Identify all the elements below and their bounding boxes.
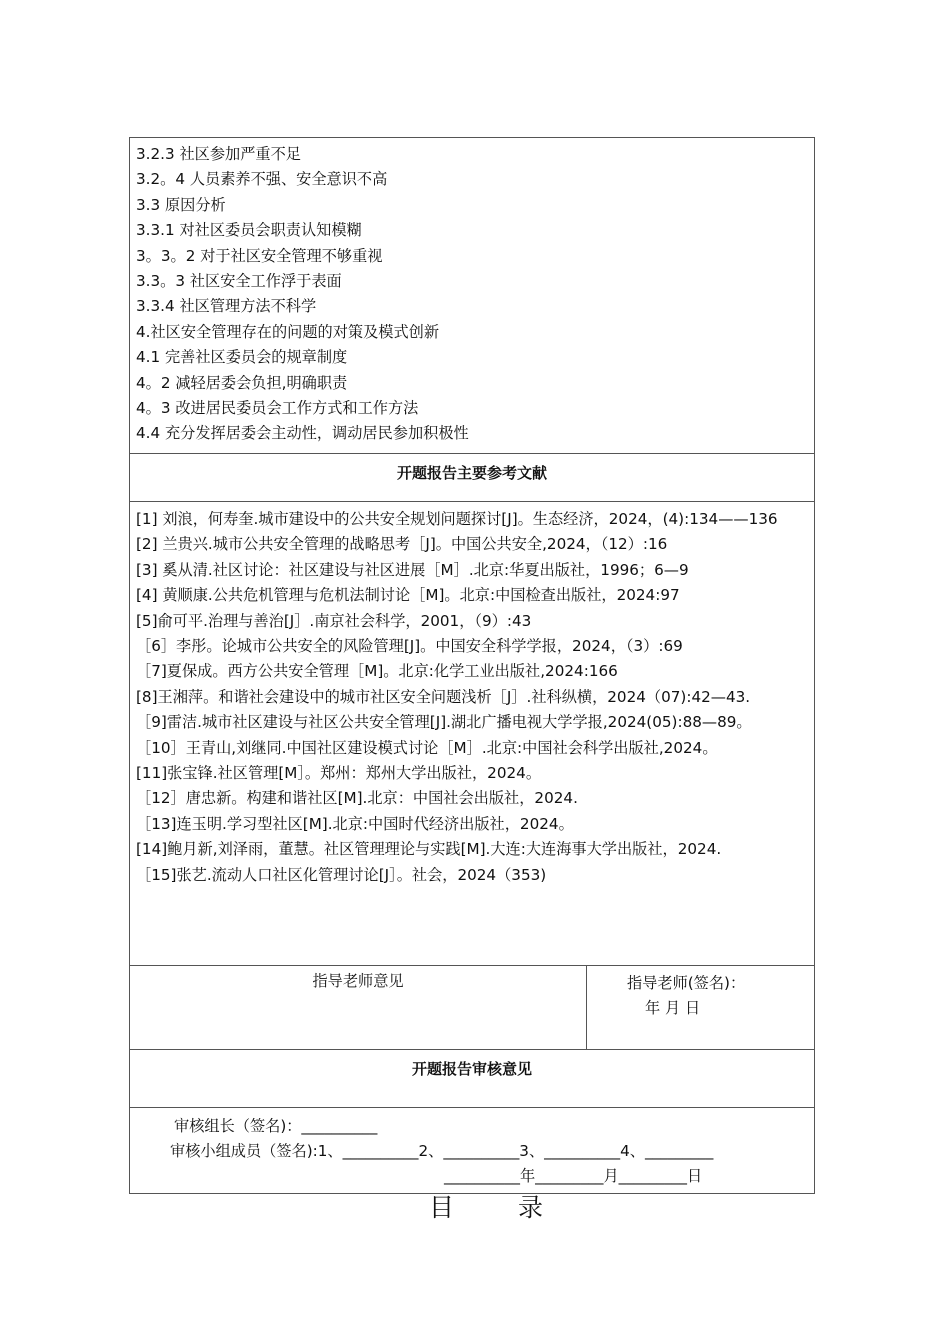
reference-item: [1] 刘浪，何寿奎.城市建设中的公共安全规划问题探讨[J]。生态经济，2024，(4):134——136 [136,510,778,528]
reference-item: ［7]夏保成。西方公共安全管理［M]。北京:化学工业出版社,2024:166 [136,662,618,681]
table-divider [130,501,814,502]
toc-title: 目 录 [429,1193,571,1222]
reference-item: [2] 兰贵兴.城市公共安全管理的战略思考［J]。中国公共安全,2024，（12）:16 [136,535,668,554]
reference-item: ［10］王青山,刘继同.中国社区建设模式讨论［M］.北京:中国社会科学出版社,2024。 [136,738,718,757]
reference-item: [14]鲍月新,刘泽雨，董慧。社区管理理论与实践[M].大连:大连海事大学出版社，2024. [136,840,722,859]
review-members-line: 审核小组成员（签名):1、__________2、__________3、__________4、_________ [170,1142,714,1160]
review-title: 开题报告审核意见 [411,1060,532,1078]
outline-line: 3.3 原因分析 [136,195,226,214]
references-list [136,507,800,888]
reference-item: [11]张宝锋.社区管理[M］。郑州：郑州大学出版社，2024。 [136,764,542,783]
outline-line: 3.3.1 对社区委员会职责认知模糊 [136,221,362,240]
outline-line: 3。3。2 对于社区安全管理不够重视 [136,246,383,265]
outline-line: 4.社区安全管理存在的问题的对策及模式创新 [136,322,440,341]
reference-item: ［12］唐忠新。构建和谐社区[M].北京：中国社会出版社，2024. [136,789,578,808]
reference-item: ［9]雷洁.城市社区建设与社区公共安全管理[J].湖北广播电视大学学报,2024(05):88—89。 [136,713,752,732]
outline-line: 4。2 减轻居委会负担,明确职责 [136,373,348,392]
table-divider [130,1049,814,1050]
table-divider [130,965,814,966]
outline-line: 4.1 完善社区委员会的规章制度 [136,348,348,367]
outline-line: 4.4 充分发挥居委会主动性，调动居民参加积极性 [136,424,469,443]
advisor-signature-label: 指导老师(签名)： [627,974,746,992]
review-leader-line: 审核组长（签名)：__________ [174,1117,378,1135]
references-title: 开题报告主要参考文献 [396,464,547,482]
review-date-line: __________年_________月_________日 [444,1167,703,1185]
outline-line: 3.3.4 社区管理方法不科学 [136,297,317,316]
outline-line: 3.3。3 社区安全工作浮于表面 [136,272,342,291]
reference-item: [3] 奚从清.社区讨论：社区建设与社区进展［M］.北京:华夏出版社，1996；6—9 [136,560,689,579]
outline-line: 3.2。4 人员素养不强、安全意识不高 [136,170,388,189]
reference-item: ［13]连玉明.学习型社区[M].北京:中国时代经济出版社，2024。 [136,814,574,833]
advisor-opinion-label: 指导老师意见 [312,972,404,990]
table-divider [130,453,814,454]
table-divider [130,1107,814,1108]
reference-item: [8]王湘萍。和谐社会建设中的城市社区安全问题浅析［J］.社科纵横，2024（07):42—43. [136,687,751,706]
column-divider [586,965,587,1049]
outline-line: 4。3 改进居民委员会工作方式和工作方法 [136,399,419,418]
reference-item: ［6］李彤。论城市公共安全的风险管理[J]。中国安全科学学报，2024，（3）:69 [136,637,683,656]
outline-list [136,142,806,447]
reference-item: [5]俞可平.治理与善治[J］.南京社会科学，2001，（9）:43 [136,611,532,630]
reference-item: [4] 黄顺康.公共危机管理与危机法制讨论［M]。北京:中国检查出版社，2024:97 [136,586,680,605]
advisor-date-label: 年 月 日 [645,999,701,1017]
outline-line: 3.2.3 社区参加严重不足 [136,145,301,163]
reference-item: ［15]张艺.流动人口社区化管理讨论[J］。社会，2024（353) [136,865,547,884]
proposal-table [129,137,815,1194]
